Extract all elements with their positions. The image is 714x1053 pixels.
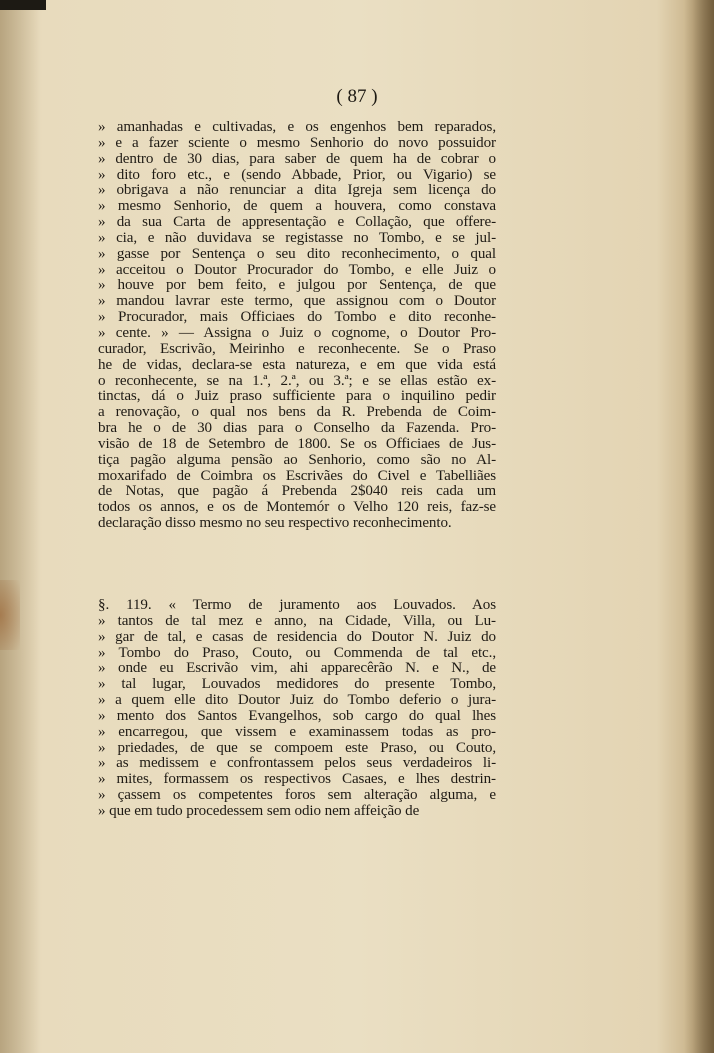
text-line: » amanhadas e cultivadas, e os engenhos bem reparados, bbox=[98, 119, 496, 135]
binding-shadow bbox=[0, 0, 40, 1053]
paragraph-1 bbox=[98, 120, 496, 532]
text-line: de Notas, que pagão á Prebenda 2$040 reis cada um bbox=[98, 483, 496, 500]
text-line: » cente. » — Assigna o Juiz o cognome, o Doutor Pro- bbox=[98, 324, 496, 341]
text-line: » encarregou, que vissem e examinassem todas as pro- bbox=[98, 723, 496, 740]
text-line: » dentro de 30 dias, para saber de quem ha de cobrar o bbox=[98, 150, 496, 167]
text-line: §. 119. « Termo de juramento aos Louvados. Aos bbox=[98, 597, 496, 613]
text-line: » e a fazer sciente o mesmo Senhorio do novo possuidor bbox=[98, 134, 496, 151]
text-line: » obrigava a não renunciar a dita Igreja sem licença do bbox=[98, 182, 496, 199]
text-line: » da sua Carta de appresentação e Collação, que offere- bbox=[98, 214, 496, 231]
text-line: a renovação, o qual nos bens da R. Prebenda de Coim- bbox=[98, 404, 496, 421]
text-line: » as medissem e confrontassem pelos seus verdadeiros li- bbox=[98, 755, 496, 772]
scan-edge-mark bbox=[0, 0, 46, 10]
text-line: » mandou lavrar este termo, que assignou com o Doutor bbox=[98, 293, 496, 310]
text-line: tiça pagão alguma pensão ao Senhorio, como são no Al- bbox=[98, 451, 496, 468]
text-line: » mento dos Santos Evangelhos, sob cargo do qual lhes bbox=[98, 707, 496, 724]
text-line: » acceitou o Doutor Procurador do Tombo, e elle Juiz o bbox=[98, 261, 496, 278]
text-line: tinctas, dá o Juiz praso sufficiente para o inquilino pedir bbox=[98, 388, 496, 405]
text-line: » mesmo Senhorio, de quem a houvera, como constava bbox=[98, 198, 496, 215]
page-number: ( 87 ) bbox=[336, 86, 378, 107]
page-edge-shadow bbox=[684, 0, 714, 1053]
text-line: » onde eu Escrivão vim, ahi apparecêrão N. e N., de bbox=[98, 660, 496, 677]
text-line: todos os annos, e os de Montemór o Velho 120 reis, faz-se bbox=[98, 499, 496, 516]
text-line: » mites, formassem os respectivos Casaes, e lhes destrin- bbox=[98, 771, 496, 788]
text-line: » dito foro etc., e (sendo Abbade, Prior, ou Vigario) se bbox=[98, 166, 496, 183]
text-line: » tantos de tal mez e anno, na Cidade, Villa, ou Lu- bbox=[98, 612, 496, 629]
text-line: » gar de tal, e casas de residencia do Doutor N. Juiz do bbox=[98, 628, 496, 645]
text-line: curador, Escrivão, Meirinho e reconhecente. Se o Praso bbox=[98, 340, 496, 357]
text-line: » çassem os competentes foros sem alteração alguma, e bbox=[98, 787, 496, 804]
paper-stain bbox=[0, 580, 20, 650]
text-line: o reconhecente, se na 1.ª, 2.ª, ou 3.ª; e se ellas estão ex- bbox=[98, 372, 496, 389]
text-line: moxarifado de Coimbra os Escrivães do Civel e Tabelliães bbox=[98, 467, 496, 484]
text-line: » tal lugar, Louvados medidores do presente Tombo, bbox=[98, 676, 496, 693]
text-line: bra he o de 30 dias para o Conselho da Fazenda. Pro- bbox=[98, 420, 496, 437]
paragraph-119 bbox=[98, 598, 496, 820]
text-line: » Tombo do Praso, Couto, ou Commenda de tal etc., bbox=[98, 644, 496, 661]
text-line: » houve por bem feito, e julgou por Sentença, de que bbox=[98, 277, 496, 294]
text-line: » a quem elle dito Doutor Juiz do Tombo deferio o jura- bbox=[98, 692, 496, 709]
text-line: » que em tudo procedessem sem odio nem affeição de bbox=[98, 802, 420, 819]
text-line: » Procurador, mais Officiaes do Tombo e dito reconhe- bbox=[98, 309, 496, 326]
text-line: visão de 18 de Setembro de 1800. Se os Officiaes de Jus- bbox=[98, 435, 496, 452]
text-line: » priedades, de que se compoem este Praso, ou Couto, bbox=[98, 739, 496, 756]
text-line: » gasse por Sentença o seu dito reconhecimento, o qual bbox=[98, 245, 496, 262]
text-line: he de vidas, declara-se esta natureza, e em que vida está bbox=[98, 356, 496, 373]
text-line: declaração disso mesmo no seu respectivo reconhecimento. bbox=[98, 515, 452, 532]
text-line: » cia, e não duvidava se registasse no Tombo, e se jul- bbox=[98, 229, 496, 246]
